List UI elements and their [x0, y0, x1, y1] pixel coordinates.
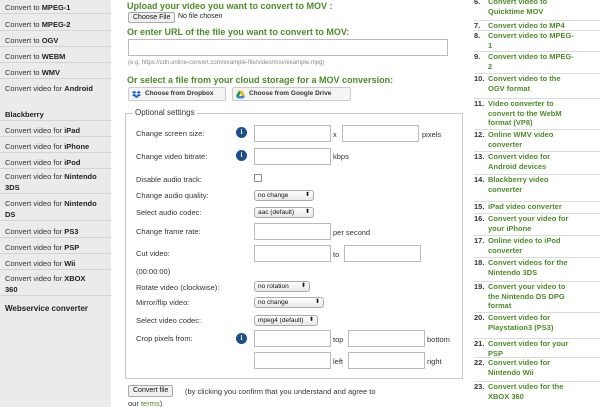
screen-height-input[interactable] — [342, 125, 419, 142]
crop-label: Crop pixels from: — [136, 334, 193, 343]
item-number: 11. — [474, 99, 485, 108]
item-number: 21. — [474, 339, 485, 348]
link-line: Online WMV video — [488, 130, 554, 139]
cloud-heading: Or select a file from your cloud storage for a MOV conversion: — [127, 75, 394, 85]
link-line: converter — [488, 139, 523, 149]
rotate-label: Rotate video (clockwise): — [136, 283, 220, 292]
list-divider — [474, 30, 600, 31]
sidebar-item-prefix: Convert to — [5, 36, 42, 45]
sidebar-item-label: DS — [5, 210, 16, 219]
info-icon[interactable]: i — [236, 127, 247, 138]
sidebar-item-prefix: Convert to — [5, 52, 42, 61]
list-divider — [474, 312, 600, 313]
list-divider — [474, 201, 600, 202]
link-line: Playstation3 (PS3) — [488, 322, 554, 332]
sidebar-item-label: 360 — [5, 285, 18, 294]
audio-quality-label: Change audio quality: — [136, 191, 209, 200]
link-line: converter — [488, 245, 523, 255]
crop-top-input[interactable] — [254, 330, 331, 347]
link-line: converter — [488, 184, 523, 194]
crop-left-label: left — [333, 357, 344, 366]
audio-quality-value: no change — [258, 192, 289, 199]
related-converter-link[interactable] — [488, 282, 594, 311]
sidebar-item-label: WEBM — [41, 52, 66, 61]
item-number: 9. — [474, 52, 481, 61]
sidebar-item-prefix: Convert video for — [5, 172, 65, 181]
item-number: 10. — [474, 74, 485, 83]
sidebar-item-label: MPEG-1 — [41, 3, 71, 12]
link-line: Convert video to MPEG- — [488, 31, 574, 40]
dropbox-label: Choose from Dropbox — [145, 90, 214, 97]
related-converter-link[interactable] — [488, 175, 594, 194]
list-divider — [474, 381, 600, 382]
sidebar — [0, 0, 111, 407]
sidebar-item-prefix: Convert to — [5, 68, 42, 77]
video-codec-value: mpeg4 (default) — [258, 317, 304, 324]
mirror-select[interactable] — [254, 297, 324, 308]
item-number: 7. — [474, 21, 481, 30]
link-line: Convert video for — [488, 313, 551, 322]
sidebar-item[interactable] — [0, 226, 111, 238]
sidebar-item-prefix: Convert to — [5, 20, 42, 29]
sidebar-item[interactable] — [0, 284, 111, 296]
related-converter-link[interactable] — [488, 258, 594, 277]
list-divider — [474, 129, 600, 130]
link-line: PSP — [488, 348, 504, 358]
item-number: 16. — [474, 214, 485, 223]
audio-codec-label: Select audio codec: — [136, 208, 202, 217]
item-number: 15. — [474, 202, 485, 211]
convert-file-button[interactable]: Convert file — [128, 385, 173, 397]
list-divider — [474, 51, 600, 52]
sidebar-item-prefix: Convert video for — [5, 259, 65, 268]
upload-heading: Upload your video you want to convert to MOV : — [127, 1, 333, 11]
crop-left-input[interactable] — [254, 352, 331, 369]
sidebar-item-prefix: Convert video for — [5, 243, 65, 252]
rotate-value: no rotation — [258, 283, 289, 290]
link-line: iPad video converter — [488, 202, 562, 211]
bitrate-label: Change video bitrate: — [136, 152, 208, 161]
mirror-value: no change — [258, 299, 289, 306]
related-converter-link[interactable] — [488, 74, 594, 93]
sidebar-item-label: iPad — [64, 126, 81, 135]
video-codec-select[interactable] — [254, 315, 318, 326]
related-converter-link[interactable] — [488, 99, 594, 128]
item-number: 17. — [474, 236, 485, 245]
related-converter-link[interactable] — [488, 339, 594, 358]
info-icon[interactable]: i — [236, 150, 247, 161]
sidebar-item[interactable] — [0, 51, 111, 63]
audio-codec-value: aac (default) — [258, 209, 295, 216]
sidebar-item[interactable] — [0, 274, 111, 284]
link-line: Video converter to — [488, 99, 554, 108]
link-line: Convert your video for — [488, 214, 569, 223]
related-converter-item[interactable] — [474, 202, 600, 212]
main-content — [120, 0, 465, 407]
list-divider — [474, 73, 600, 74]
sidebar-item-label: Nintendo — [64, 199, 97, 208]
related-converter-link[interactable] — [488, 382, 594, 401]
dropbox-icon — [132, 90, 141, 99]
list-divider — [474, 357, 600, 358]
google-drive-label: Choose from Google Drive — [249, 90, 332, 97]
crop-bottom-label: bottom — [427, 335, 450, 344]
disable-audio-label: Disable audio track: — [136, 175, 202, 184]
item-number: 18. — [474, 258, 485, 267]
sidebar-item[interactable] — [0, 141, 111, 153]
sidebar-item-prefix: Convert video for — [5, 142, 65, 151]
related-converter-link[interactable] — [488, 52, 594, 71]
related-converter-item[interactable] — [474, 382, 600, 401]
link-line: format — [488, 301, 512, 311]
crop-bottom-input[interactable] — [348, 330, 425, 347]
disable-audio-checkbox[interactable] — [254, 174, 262, 182]
select-arrows-icon: ⬍ — [308, 317, 314, 323]
link-line: Nintendo 3DS — [488, 267, 538, 277]
audio-codec-select[interactable] — [254, 207, 314, 218]
sidebar-item-label: Wii — [64, 259, 76, 268]
screen-size-label: Change screen size: — [136, 129, 205, 138]
sidebar-item[interactable] — [0, 19, 111, 31]
related-converter-link[interactable] — [488, 0, 594, 16]
related-converter-link[interactable] — [488, 130, 594, 149]
sidebar-item-label: iPod — [64, 158, 81, 167]
sidebar-item-label: XBOX — [64, 274, 86, 283]
sidebar-item[interactable] — [0, 182, 111, 194]
related-converters-list — [474, 0, 600, 407]
sidebar-item[interactable] — [0, 109, 111, 121]
link-line: Convert video to MPEG- — [488, 52, 574, 61]
list-divider — [474, 257, 600, 258]
item-number: 20. — [474, 313, 485, 322]
related-converter-item[interactable] — [474, 130, 600, 149]
google-drive-icon — [236, 90, 245, 99]
optional-settings — [125, 108, 463, 379]
list-divider — [474, 98, 600, 99]
list-divider — [474, 338, 600, 339]
frame-rate-label: Change frame rate: — [136, 227, 201, 236]
url-heading: Or enter URL of the file you want to convert to MOV: — [127, 27, 350, 37]
select-arrows-icon: ⬍ — [304, 209, 310, 215]
convert-note-close: ) — [159, 399, 163, 407]
sidebar-item[interactable] — [0, 35, 111, 47]
crop-right-label: right — [427, 357, 442, 366]
no-file-text: No file chosen — [178, 13, 223, 20]
related-converter-item[interactable] — [474, 31, 600, 50]
sidebar-item-label: Android — [64, 84, 93, 93]
related-converter-item[interactable] — [474, 258, 600, 277]
related-converter-item[interactable] — [474, 74, 600, 93]
link-line: 2 — [488, 61, 493, 71]
related-converter-item[interactable] — [474, 313, 600, 332]
related-converter-link[interactable] — [488, 202, 594, 212]
frame-rate-unit: per second — [333, 228, 371, 237]
item-number: 8. — [474, 31, 481, 40]
bitrate-input[interactable] — [254, 148, 331, 165]
item-number: 6. — [474, 0, 481, 6]
link-line: Quicktime MOV — [488, 6, 544, 16]
sidebar-item[interactable] — [0, 172, 111, 182]
sidebar-item-prefix: Convert video for — [5, 158, 65, 167]
sidebar-item[interactable] — [0, 83, 111, 95]
sidebar-item-prefix: Convert video for — [5, 126, 65, 135]
select-arrows-icon: ⬍ — [304, 192, 310, 198]
sidebar-item-label: 3DS — [5, 183, 20, 192]
sidebar-item-label: PS3 — [64, 227, 79, 236]
sidebar-item-label: iPhone — [64, 142, 90, 151]
url-hint: (e.g. https://cdn.online-convert.com/example-file/video/mov/example.mpg) — [128, 60, 325, 66]
audio-quality-select[interactable] — [254, 190, 314, 201]
sidebar-item[interactable] — [0, 2, 111, 14]
related-converter-item[interactable] — [474, 282, 600, 311]
related-converter-link[interactable] — [488, 358, 594, 377]
terms-link[interactable]: terms — [140, 399, 160, 407]
screen-width-input[interactable] — [254, 125, 331, 142]
crop-right-input[interactable] — [348, 352, 425, 369]
cut-to-text: to — [333, 250, 340, 259]
list-divider — [474, 235, 600, 236]
related-converter-item[interactable] — [474, 0, 600, 16]
sidebar-item-prefix: Convert to — [5, 3, 42, 12]
list-divider — [474, 174, 600, 175]
link-line: Nintendo Wii — [488, 367, 534, 377]
related-converter-link[interactable] — [488, 313, 594, 332]
optional-settings-legend: Optional settings — [135, 108, 195, 117]
sidebar-item-prefix: Convert video for — [5, 84, 65, 93]
link-line: Convert video for — [488, 358, 551, 367]
item-number: 12. — [474, 130, 485, 139]
choose-file-button[interactable]: Choose File — [128, 12, 175, 23]
sidebar-item[interactable] — [0, 157, 111, 169]
related-converter-item[interactable] — [474, 99, 600, 128]
link-line: the Nintendo DS DPG — [488, 291, 565, 301]
link-line: your iPhone — [488, 223, 532, 233]
bitrate-unit: kbps — [333, 152, 349, 161]
related-converter-item[interactable] — [474, 152, 600, 171]
related-converter-link[interactable] — [488, 31, 594, 50]
link-line: Convert video to MP4 — [488, 21, 565, 30]
related-converter-link[interactable] — [488, 236, 594, 255]
related-converter-link[interactable] — [488, 214, 594, 233]
item-number: 13. — [474, 152, 485, 161]
link-line: Convert video for — [488, 152, 551, 161]
related-converter-item[interactable] — [474, 236, 600, 255]
sidebar-item-webservice[interactable]: Webservice converter — [5, 304, 89, 313]
sidebar-item-label: Blackberry — [5, 110, 44, 119]
screen-size-x: x — [333, 130, 337, 139]
link-line: format (VP8) — [488, 118, 533, 128]
link-line: Blackberry video — [488, 175, 549, 184]
google-drive-button[interactable] — [232, 87, 351, 101]
crop-top-label: top — [333, 335, 344, 344]
sidebar-item[interactable] — [0, 209, 111, 221]
link-line: XBOX 360 — [488, 391, 524, 401]
related-converter-item[interactable] — [474, 175, 600, 194]
convert-note: (by clicking you confirm that you understand and agree to — [185, 387, 376, 396]
video-codec-label: Select video codec: — [136, 316, 202, 325]
sidebar-item-label: WMV — [41, 68, 61, 77]
link-line: convert to the WebM — [488, 108, 562, 118]
link-line: Android devices — [488, 161, 547, 171]
item-number: 23. — [474, 382, 485, 391]
sidebar-item-prefix: Convert video for — [5, 227, 65, 236]
link-line: Convert video for the — [488, 382, 564, 391]
sidebar-item[interactable] — [0, 125, 111, 137]
link-line: Convert your video to — [488, 282, 566, 291]
list-divider — [474, 213, 600, 214]
sidebar-item[interactable] — [0, 199, 111, 209]
related-converter-item[interactable] — [474, 214, 600, 233]
item-number: 22. — [474, 358, 485, 367]
url-input[interactable] — [128, 39, 448, 56]
link-line: OGV format — [488, 83, 531, 93]
cut-end-input[interactable] — [344, 245, 421, 262]
select-arrows-icon: ⬍ — [300, 283, 306, 289]
link-line: Online video to iPod — [488, 236, 561, 245]
screen-size-unit: pixels — [422, 130, 442, 139]
item-number: 19. — [474, 282, 485, 291]
link-line: Convert video to the — [488, 74, 561, 83]
related-converter-item[interactable] — [474, 339, 600, 358]
link-line: Convert video for your — [488, 339, 569, 348]
dropbox-button[interactable] — [128, 87, 226, 101]
link-line: Convert videos for the — [488, 258, 568, 267]
sidebar-item[interactable] — [0, 242, 111, 254]
related-converter-link[interactable] — [488, 152, 594, 171]
convert-note-terms — [128, 399, 162, 407]
cut-time-format: (00:00:00) — [136, 267, 171, 276]
cut-video-label: Cut video: — [136, 249, 170, 258]
rotate-select[interactable] — [254, 281, 310, 292]
convert-note-our: our — [128, 399, 141, 407]
sidebar-item[interactable] — [0, 67, 111, 79]
link-line: Convert video to — [488, 0, 548, 6]
select-arrows-icon: ⬍ — [314, 299, 320, 305]
sidebar-item-label: PSP — [64, 243, 80, 252]
sidebar-item-prefix: Convert video for — [5, 199, 65, 208]
sidebar-item-label: OGV — [41, 36, 59, 45]
frame-rate-input[interactable] — [254, 223, 331, 240]
item-number: 14. — [474, 175, 485, 184]
sidebar-item[interactable] — [0, 258, 111, 270]
info-icon[interactable]: i — [236, 333, 247, 344]
sidebar-item-label: Nintendo — [64, 172, 97, 181]
link-line: 1 — [488, 40, 493, 50]
related-converter-item[interactable] — [474, 52, 600, 71]
cut-start-input[interactable] — [254, 245, 331, 262]
list-divider — [474, 281, 600, 282]
sidebar-item-prefix: Convert video for — [5, 274, 65, 283]
list-divider — [474, 20, 600, 21]
list-divider — [474, 151, 600, 152]
sidebar-item-label: MPEG-2 — [41, 20, 71, 29]
related-converter-item[interactable] — [474, 358, 600, 377]
mirror-label: Mirror/flip video: — [136, 298, 190, 307]
